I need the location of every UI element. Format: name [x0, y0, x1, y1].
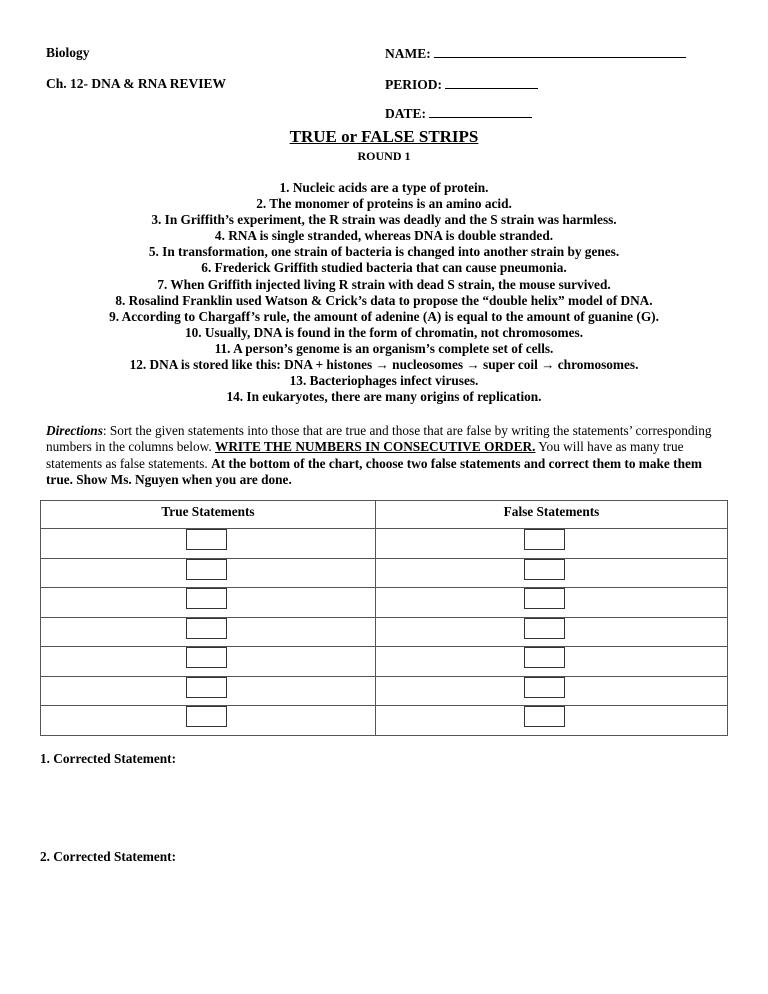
- date-label: DATE:: [385, 106, 427, 121]
- directions-bold: At the bottom of the chart, choose two false statements and correct them to make them true. Show Ms. Nguyen when you are done.: [46, 455, 702, 487]
- false-cell: [376, 529, 728, 559]
- true-number-box[interactable]: [186, 559, 227, 580]
- true-number-box[interactable]: [186, 529, 227, 550]
- false-cell: [376, 676, 728, 706]
- true-number-box[interactable]: [186, 618, 227, 639]
- corrected-statement-2: 2. Corrected Statement:: [40, 849, 176, 864]
- true-cell: [41, 706, 376, 736]
- table-row: [41, 558, 728, 588]
- false-number-box[interactable]: [524, 647, 565, 668]
- directions-text-2: You will have as many true statements as false statements.: [46, 439, 684, 471]
- false-cell: [376, 558, 728, 588]
- table-row: [41, 676, 728, 706]
- statement-item: 1. Nucleic acids are a type of protein.: [279, 180, 489, 195]
- false-number-box[interactable]: [524, 677, 565, 698]
- false-number-box[interactable]: [524, 588, 565, 609]
- true-cell: [41, 647, 376, 677]
- true-number-box[interactable]: [186, 588, 227, 609]
- page-title: TRUE or FALSE STRIPS: [289, 127, 479, 146]
- period-field[interactable]: [385, 76, 538, 93]
- statement-item: 2. The monomer of proteins is an amino acid.: [256, 196, 512, 212]
- statement-item: 3. In Griffith’s experiment, the R strain was deadly and the S strain was harmless.: [151, 212, 617, 228]
- true-number-box[interactable]: [186, 706, 227, 727]
- date-blank[interactable]: [429, 105, 532, 118]
- directions: [46, 423, 730, 488]
- false-number-box[interactable]: [524, 529, 565, 550]
- statement-item: 14. In eukaryotes, there are many origins of replication.: [226, 389, 542, 405]
- subject-label: Biology: [46, 45, 90, 60]
- date-field[interactable]: [385, 105, 532, 122]
- statement-item: 10. Usually, DNA is found in the form of chromatin, not chromosomes.: [184, 324, 584, 340]
- table-row: [41, 706, 728, 736]
- false-number-box[interactable]: [524, 618, 565, 639]
- table-row: [41, 588, 728, 618]
- name-blank[interactable]: [434, 45, 686, 58]
- sort-table: [40, 500, 728, 736]
- true-cell: [41, 558, 376, 588]
- false-header: False Statements: [376, 501, 728, 529]
- statement-item: 9. According to Chargaff’s rule, the amount of adenine (A) is equal to the amount of guanine (G).: [109, 308, 659, 324]
- true-cell: [41, 529, 376, 559]
- true-cell: [41, 676, 376, 706]
- directions-text: : Sort the given statements into those that are true and those that are false by writing the statements’ corresponding numbers in the columns below.: [46, 423, 712, 455]
- false-cell: [376, 647, 728, 677]
- directions-label: Directions: [46, 423, 103, 438]
- table-row: [41, 647, 728, 677]
- false-cell: [376, 588, 728, 618]
- statement-item: 8. Rosalind Franklin used Watson & Crick’s data to propose the “double helix” model of DNA.: [115, 292, 653, 308]
- period-label: PERIOD:: [385, 77, 442, 92]
- corrected-statement-1: 1. Corrected Statement:: [40, 751, 176, 766]
- statement-item: 12. DNA is stored like this: DNA + histones → nucleosomes → super coil → chromosomes.: [129, 357, 639, 373]
- statement-item: 4. RNA is single stranded, whereas DNA is double stranded.: [214, 228, 554, 244]
- name-field[interactable]: [385, 45, 686, 62]
- false-number-box[interactable]: [524, 559, 565, 580]
- round-label: ROUND 1: [357, 149, 411, 163]
- statement-item: 5. In transformation, one strain of bacteria is changed into another strain by genes.: [148, 244, 620, 260]
- statement-item: 7. When Griffith injected living R strain with dead S strain, the mouse survived.: [157, 276, 611, 292]
- true-cell: [41, 588, 376, 618]
- true-number-box[interactable]: [186, 677, 227, 698]
- true-cell: [41, 617, 376, 647]
- period-blank[interactable]: [445, 76, 538, 89]
- name-label: NAME:: [385, 46, 431, 61]
- statement-item: 6. Frederick Griffith studied bacteria that can cause pneumonia.: [201, 260, 567, 276]
- false-number-box[interactable]: [524, 706, 565, 727]
- directions-emphasis: WRITE THE NUMBERS IN CONSECUTIVE ORDER.: [215, 439, 536, 455]
- true-header: True Statements: [41, 501, 376, 529]
- table-row: [41, 617, 728, 647]
- statement-list: [0, 180, 768, 405]
- statement-item: 13. Bacteriophages infect viruses.: [289, 373, 479, 389]
- false-cell: [376, 706, 728, 736]
- chapter-label: Ch. 12- DNA & RNA REVIEW: [46, 76, 227, 91]
- table-row: [41, 529, 728, 559]
- true-number-box[interactable]: [186, 647, 227, 668]
- false-cell: [376, 617, 728, 647]
- statement-item: 11. A person’s genome is an organism’s complete set of cells.: [214, 340, 554, 356]
